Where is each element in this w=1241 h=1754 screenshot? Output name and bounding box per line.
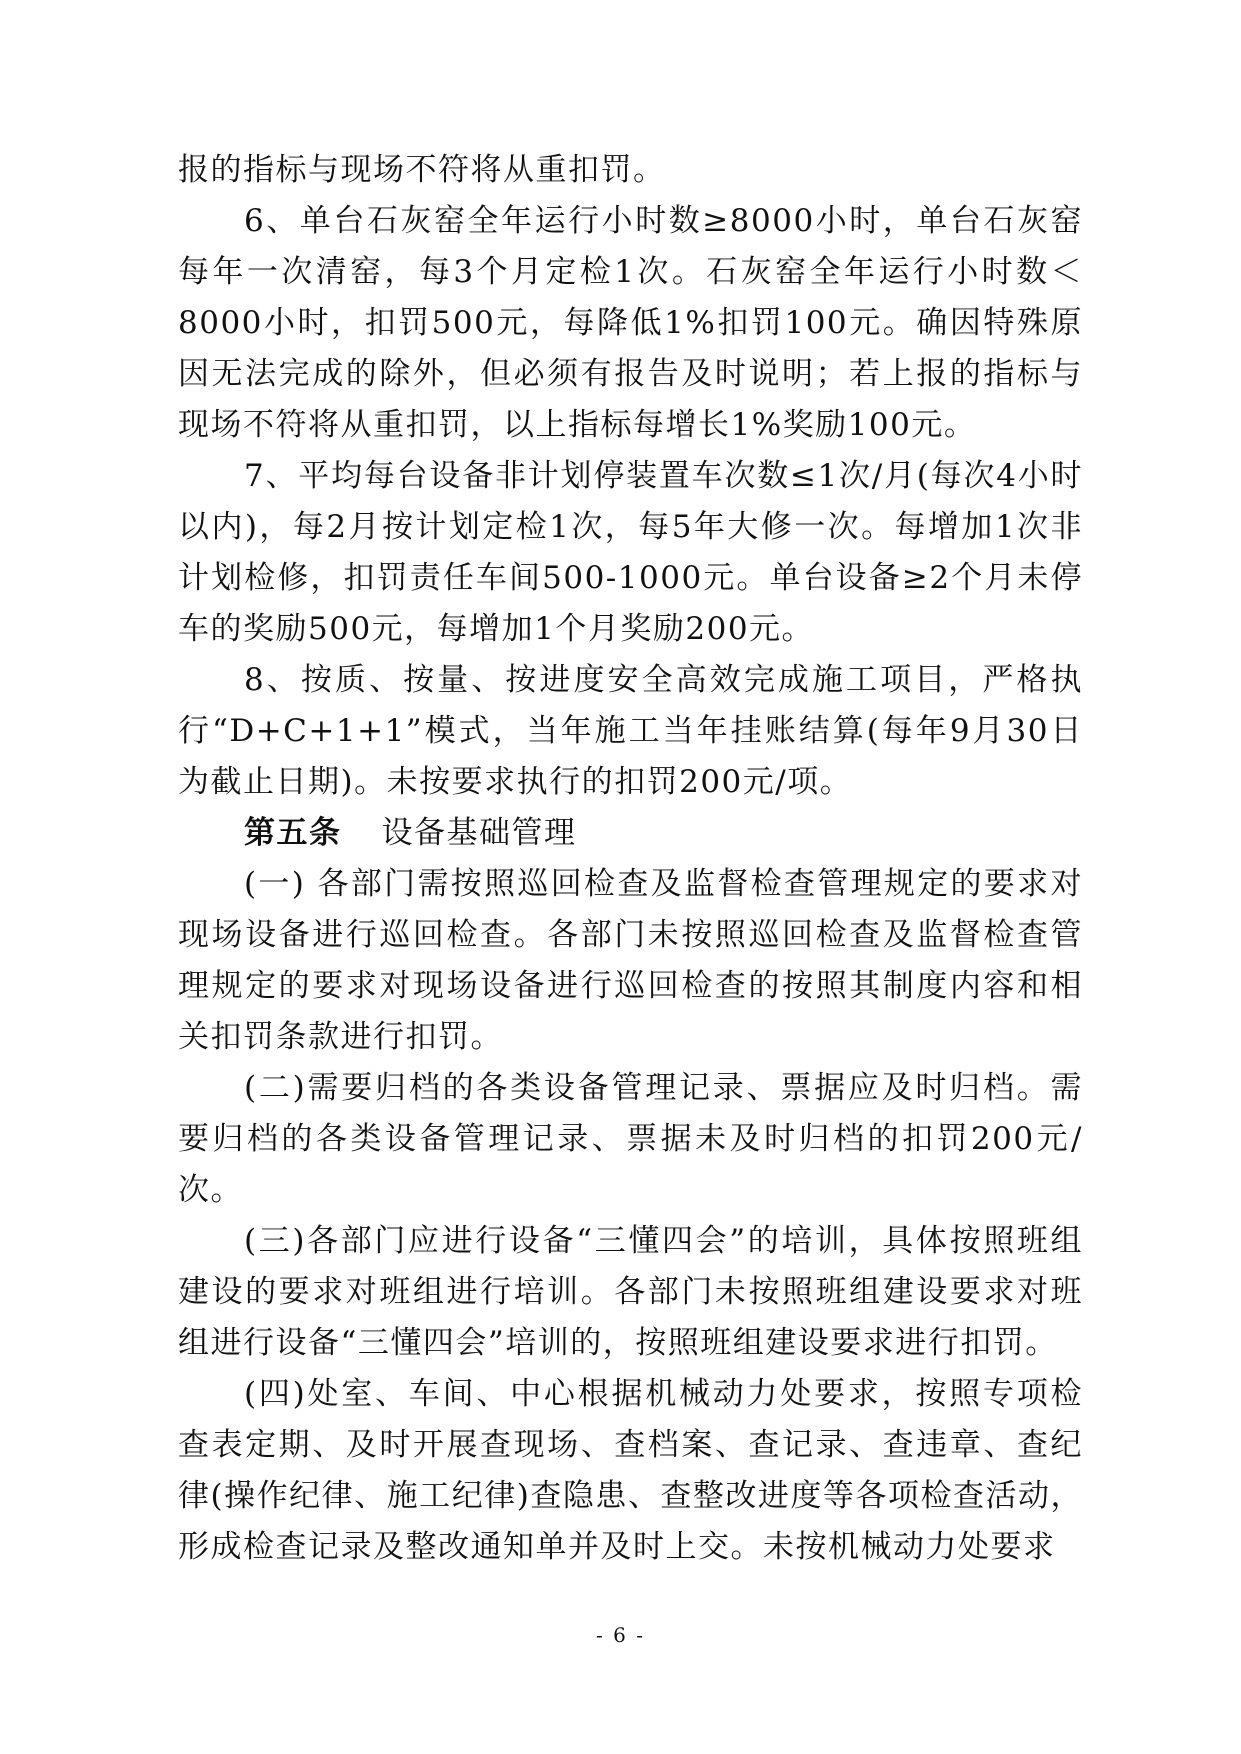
paragraph-section-1: (一) 各部门需按照巡回检查及监督检查管理规定的要求对现场设备进行巡回检查。各部门未按照巡回检查及监督检查管理规定的要求对现场设备进行巡回检查的按照其制度内容和相关扣罚条款进行扣罚。 <box>178 866 1083 1055</box>
paragraph-section-2: (二)需要归档的各类设备管理记录、票据应及时归档。需要归档的各类设备管理记录、票据未及时归档的扣罚200元/次。 <box>178 1070 1083 1208</box>
article-heading <box>178 808 1083 859</box>
paragraph-section-4: (四)处室、车间、中心根据机械动力处要求，按照专项检查表定期、及时开展查现场、查档案、查记录、查违章、查纪律(操作纪律、施工纪律)查隐患、查整改进度等各项检查活动，形成检查记录及整改通知单并及时上交。未按机械动力处要求 <box>178 1376 1083 1565</box>
article-subtitle: 设备基础管理 <box>381 815 577 851</box>
page-number: - 6 - <box>596 1623 645 1647</box>
paragraph-continuation: 报的指标与现场不符将从重扣罚。 <box>178 152 666 188</box>
document-body <box>178 145 1083 1573</box>
paragraph-section-3: (三)各部门应进行设备“三懂四会”的培训，具体按照班组建设的要求对班组进行培训。各部门未按照班组建设要求对班组进行设备“三懂四会”培训的，按照班组建设要求进行扣罚。 <box>178 1223 1083 1361</box>
paragraph-item-7: 7、平均每台设备非计划停装置车次数≤1次/月(每次4小时以内)，每2月按计划定检1次，每5年大修一次。每增加1次非计划检修，扣罚责任车间500-1000元。单台设备≥2个月未停车的奖励500元，每增加1个月奖励200元。 <box>178 458 1083 647</box>
paragraph-item-6: 6、单台石灰窑全年运行小时数≥8000小时，单台石灰窑每年一次清窑，每3个月定检1次。石灰窑全年运行小时数＜8000小时，扣罚500元，每降低1%扣罚100元。确因特殊原因无法完成的除外，但必须有报告及时说明；若上报的指标与现场不符将从重扣罚，以上指标每增长1%奖励100元。 <box>178 203 1083 443</box>
article-title: 第五条 <box>244 815 342 851</box>
paragraph-item-8: 8、按质、按量、按进度安全高效完成施工项目，严格执行“D+C+1+1”模式，当年施工当年挂账结算(每年9月30日为截止日期)。未按要求执行的扣罚200元/项。 <box>178 662 1083 800</box>
